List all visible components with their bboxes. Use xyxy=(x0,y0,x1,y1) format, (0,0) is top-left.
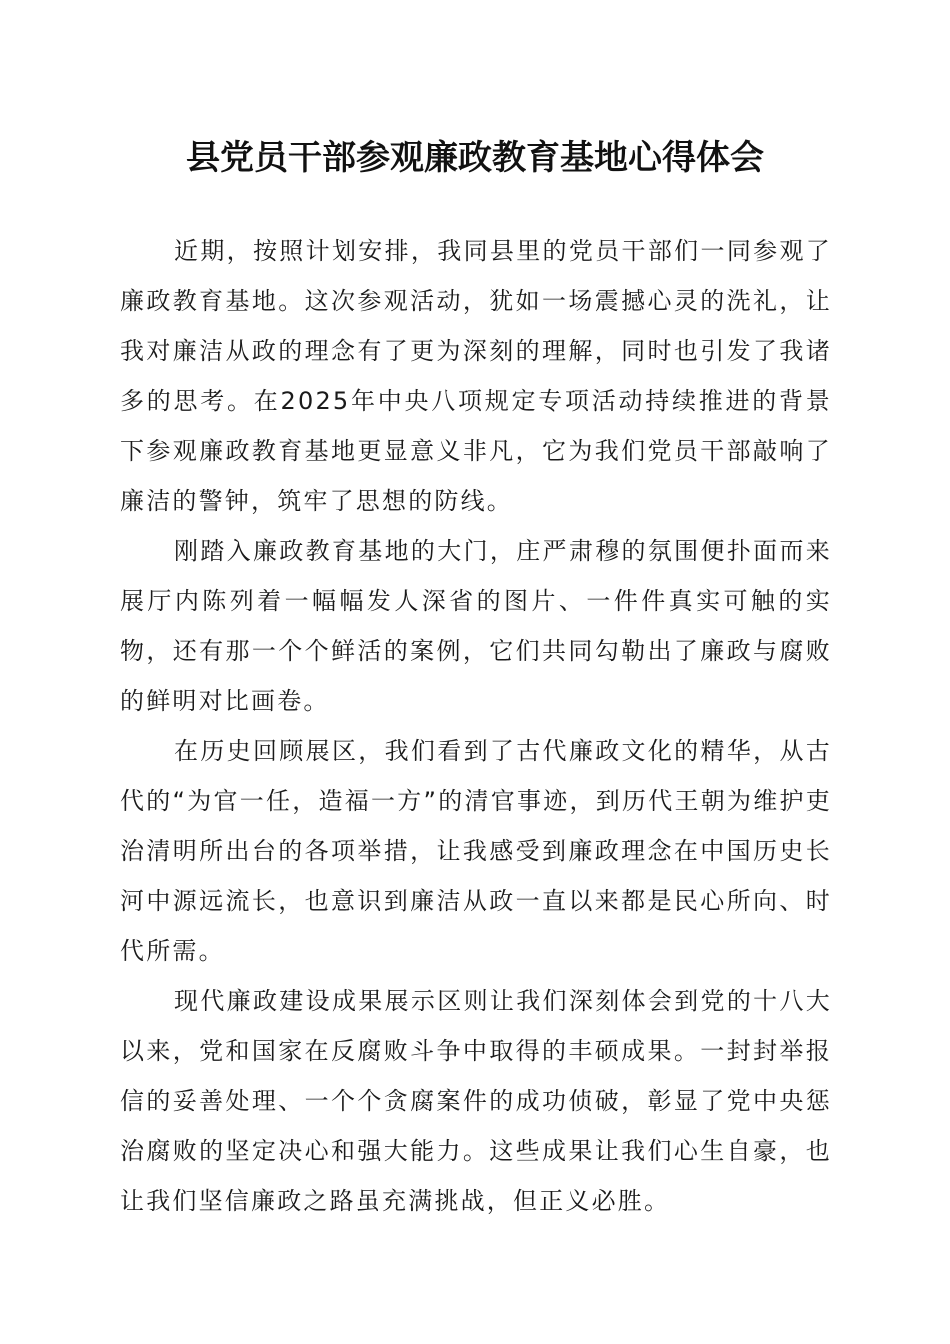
paragraph-3: 在历史回顾展区，我们看到了古代廉政文化的精华，从古代的“为官一任，造福一方”的清官事迹，到历代王朝为维护吏治清明所出台的各项举措，让我感受到廉政理念在中国历史长河中源远流长，也意识到廉洁从政一直以来都是民心所向、时代所需。 xyxy=(120,737,832,965)
document-title: 县党员干部参观廉政教育基地心得体会 xyxy=(186,138,764,178)
document-body xyxy=(120,226,832,1226)
paragraph-2: 刚踏入廉政教育基地的大门，庄严肃穆的氛围便扑面而来展厅内陈列着一幅幅发人深省的图片、一件件真实可触的实物，还有那一个个鲜活的案例，它们共同勾勒出了廉政与腐败的鲜明对比画卷。 xyxy=(120,537,832,715)
paragraph-1: 近期，按照计划安排，我同县里的党员干部们一同参观了廉政教育基地。这次参观活动，犹如一场震撼心灵的洗礼，让我对廉洁从政的理念有了更为深刻的理解，同时也引发了我诸多的思考。在2025年中央八项规定专项活动持续推进的背景下参观廉政教育基地更显意义非凡，它为我们党员干部敲响了廉洁的警钟，筑牢了思想的防线。 xyxy=(120,237,832,515)
paragraph-4: 现代廉政建设成果展示区则让我们深刻体会到党的十八大以来，党和国家在反腐败斗争中取得的丰硕成果。一封封举报信的妥善处理、一个个贪腐案件的成功侦破，彰显了党中央惩治腐败的坚定决心和强大能力。这些成果让我们心生自豪，也让我们坚信廉政之路虽充满挑战，但正义必胜。 xyxy=(120,987,832,1215)
